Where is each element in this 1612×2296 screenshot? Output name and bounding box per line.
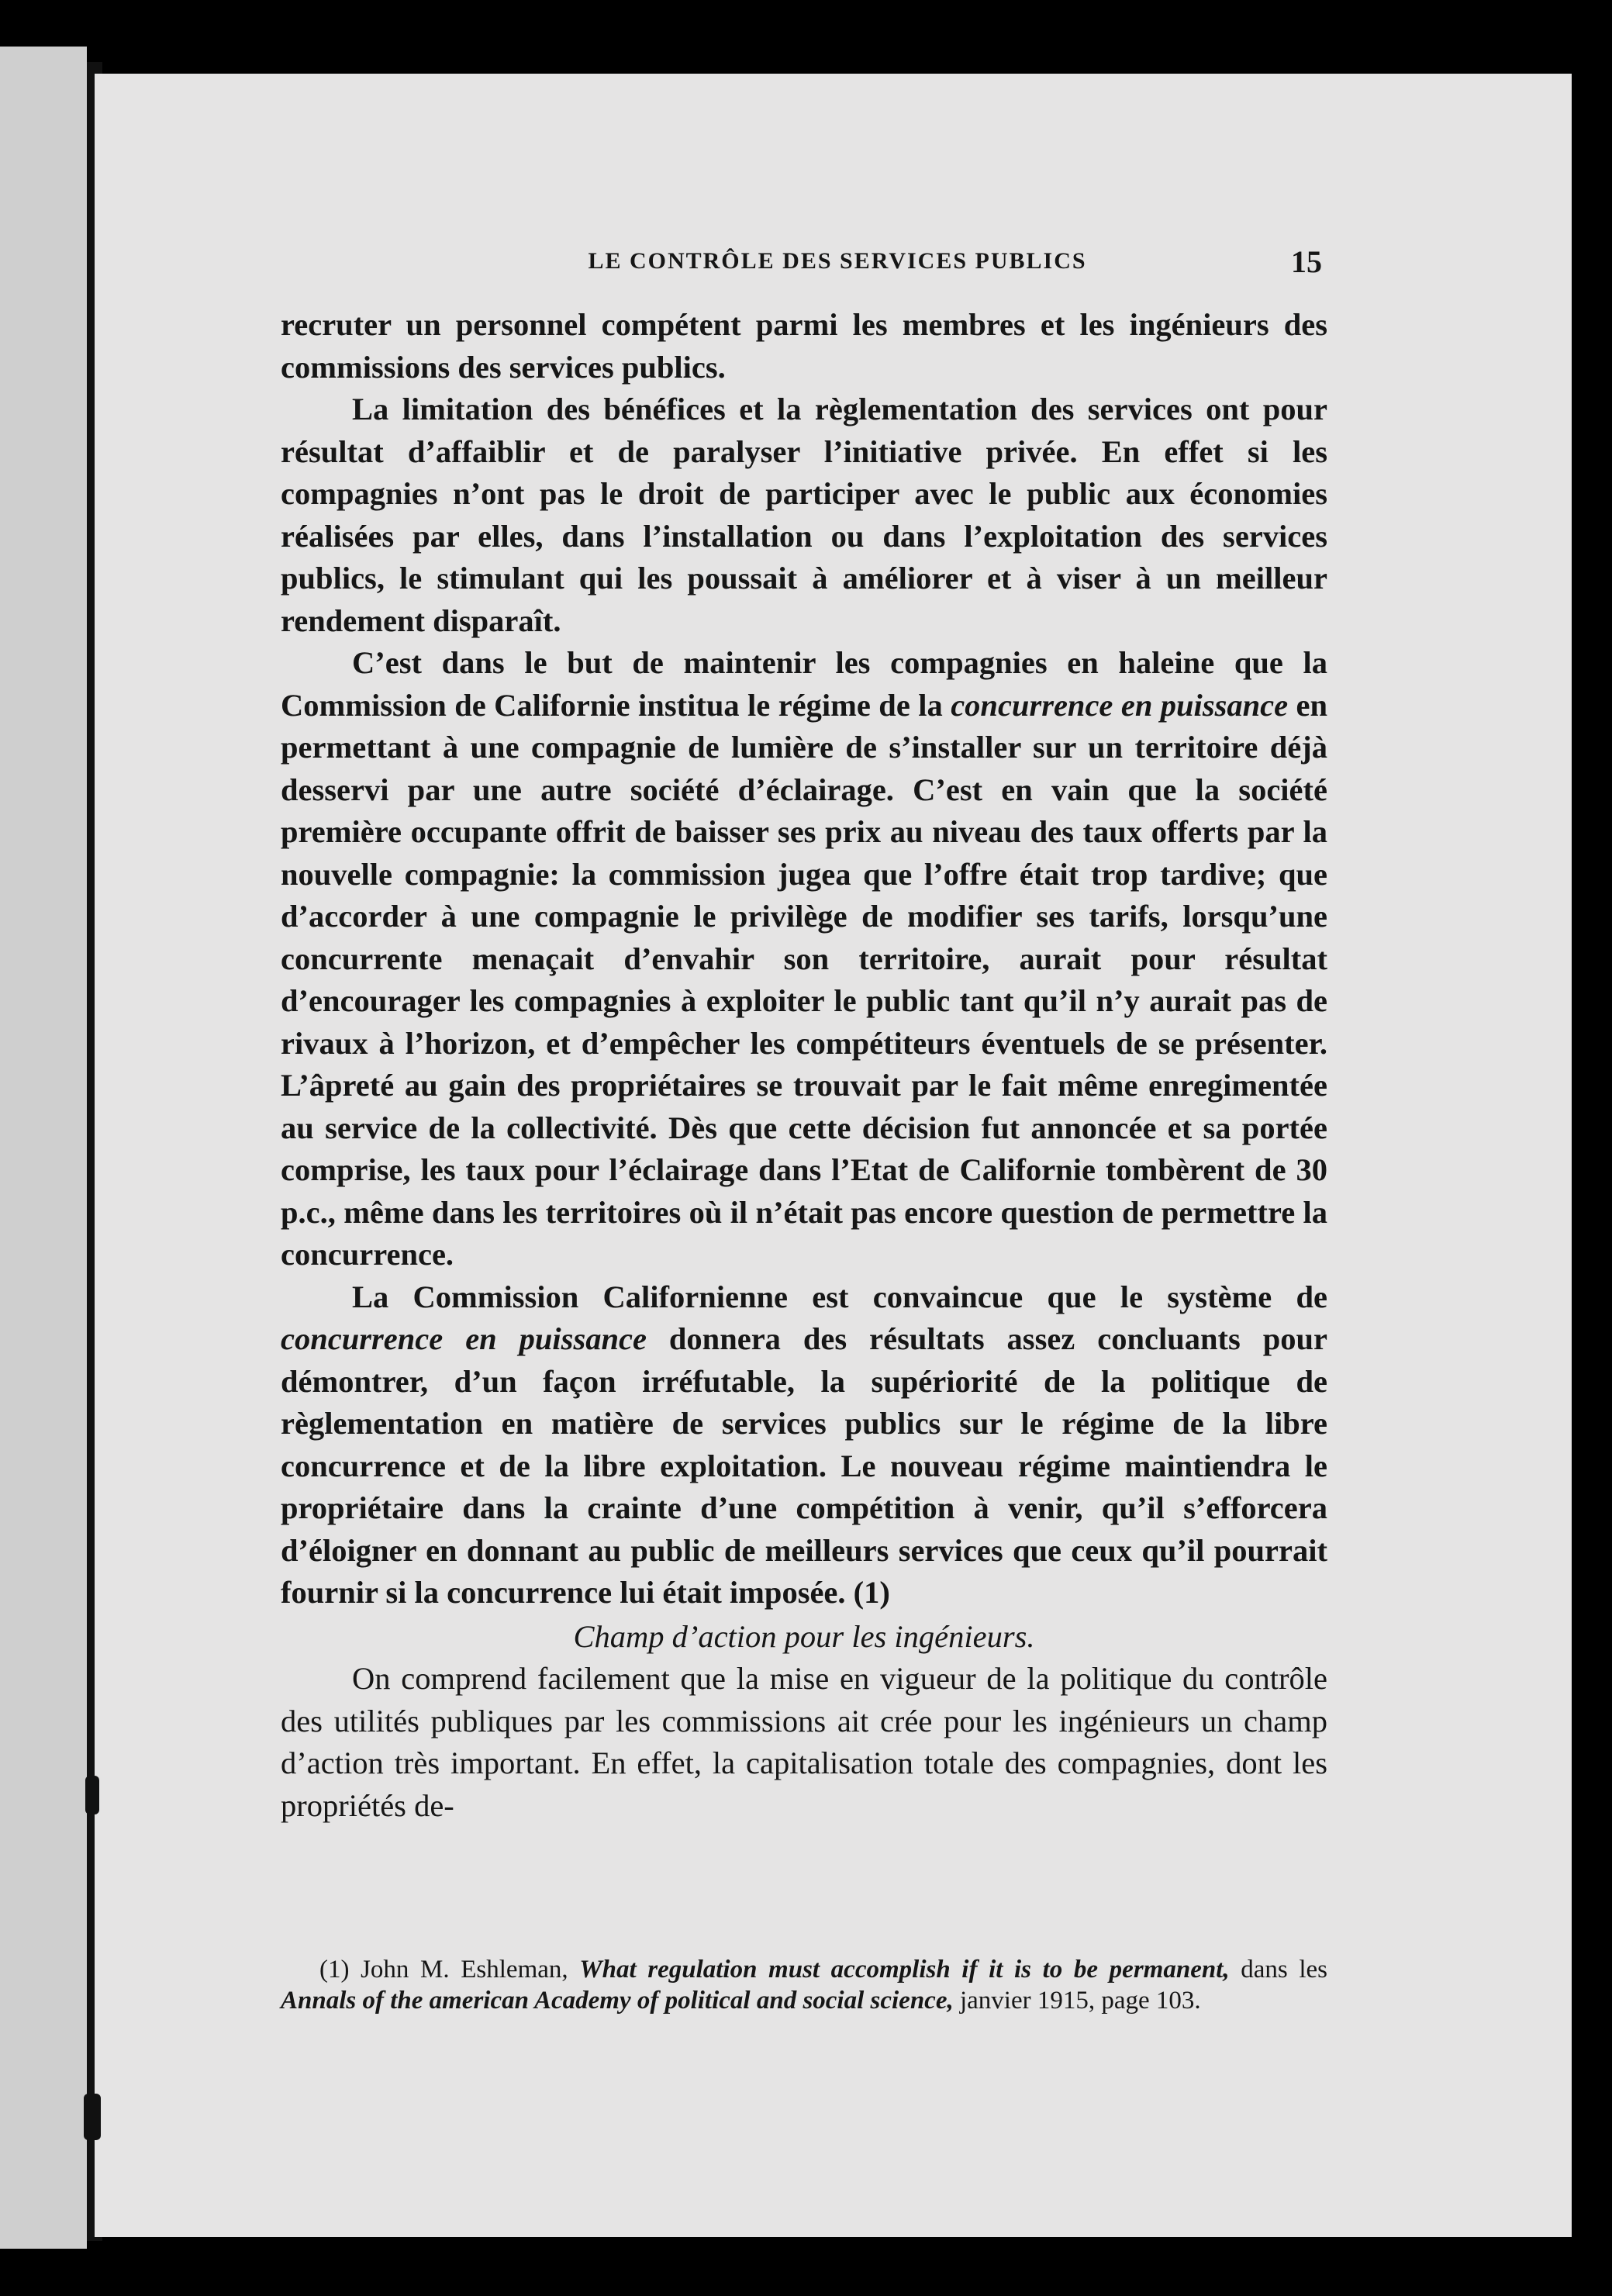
paragraph: recruter un personnel compétent parmi les membres et les ingénieurs des commissions des services publics.	[281, 307, 1327, 385]
footnote-text-part: dans les	[1229, 1956, 1327, 1984]
running-head: LE CONTRÔLE DES SERVICES PUBLICS	[588, 248, 1087, 274]
paragraph	[281, 642, 1327, 1276]
italic-term: concurrence en puissance	[951, 687, 1289, 723]
section-title: Champ d’action pour les ingénieurs.	[573, 1618, 1035, 1654]
paragraph-text: C’est dans le but de maintenir les compagnies en haleine que la Commission de Californie institua le régime de la	[281, 645, 1327, 723]
page-number: 15	[1291, 244, 1322, 279]
body-text	[281, 304, 1327, 1827]
paragraph-text: en permettant à une compagnie de lumière de s’installer sur un territoire déjà desservi par une autre société d’éclairage. C’est en vain que la société première occupante offrit de baisser ses prix au niveau des taux offerts par la nouvelle compagnie: la commission jugea que l’offre était trop tardive; que d’accorder à une compagnie le privilège de modifier ses tarifs, lorsqu’une concurrente menaçait d’envahir son territoire, aurait pour résultat d’encourager les compagnies à exploiter le public tant qu’il n’y aurait pas de rivaux à l’horizon, et d’empêcher les compétiteurs éventuels de se présenter. L’âpreté au gain des propriétaires se trouvait par le fait même enregimentée au service de la collectivité. Dès que cette décision fut annoncée et sa portée comprise, les taux pour l’éclairage dans l’Etat de Californie tombèrent de 30 p.c., même dans les territoires où il n’était pas encore question de permettre la concurrence.	[281, 687, 1327, 1272]
footnote-text	[281, 1954, 1327, 2016]
paragraph-text: La Commission Californienne est convaincue que le système de	[352, 1279, 1327, 1314]
binding-mark	[85, 1776, 99, 1814]
footnote	[281, 1954, 1327, 2016]
footnote-author: (1) John M. Eshleman,	[319, 1956, 580, 1984]
paragraph: On comprend facilement que la mise en vigueur de la politique du contrôle des utilités publiques par les commissions ait crée pour les ingénieurs un champ d’action très important. En effet, la capitalisation totale des compagnies, dont les propriétés de-	[281, 1661, 1327, 1823]
binding-mark	[84, 2094, 101, 2140]
italic-term: concurrence en puissance	[281, 1321, 647, 1356]
paragraph: La limitation des bénéfices et la règlementation des services ont pour résultat d’affaiblir et de paralyser l’initiative privée. En effet si les compagnies n’ont pas le droit de participer avec le public aux économies réalisées par elles, dans l’installation ou dans l’exploitation des services publics, le stimulant qui les poussait à améliorer et à viser à un meilleur rendement disparaît.	[281, 392, 1327, 638]
footnote-title: What regulation must accomplish if it is to be permanent,	[579, 1956, 1230, 1984]
paragraph-text: donnera des résultats assez concluants pour démontrer, d’un façon irréfutable, la supériorité de la politique de règlementation en matière de services publics sur le régime de la libre concurrence et de la libre exploitation. Le nouveau régime maintiendra le propriétaire dans la crainte d’une compétition à venir, qu’il s’efforcera d’éloigner en donnant au public de meilleurs services que ceux qu’il pourrait fournir si la concurrence lui était imposée. (1)	[281, 1321, 1328, 1610]
footnote-journal: Annals of the american Academy of political and social science,	[281, 1987, 954, 2015]
paragraph	[281, 1276, 1327, 1614]
footnote-date: janvier 1915, page 103.	[953, 1987, 1201, 2015]
facing-page-edge	[0, 47, 87, 2249]
